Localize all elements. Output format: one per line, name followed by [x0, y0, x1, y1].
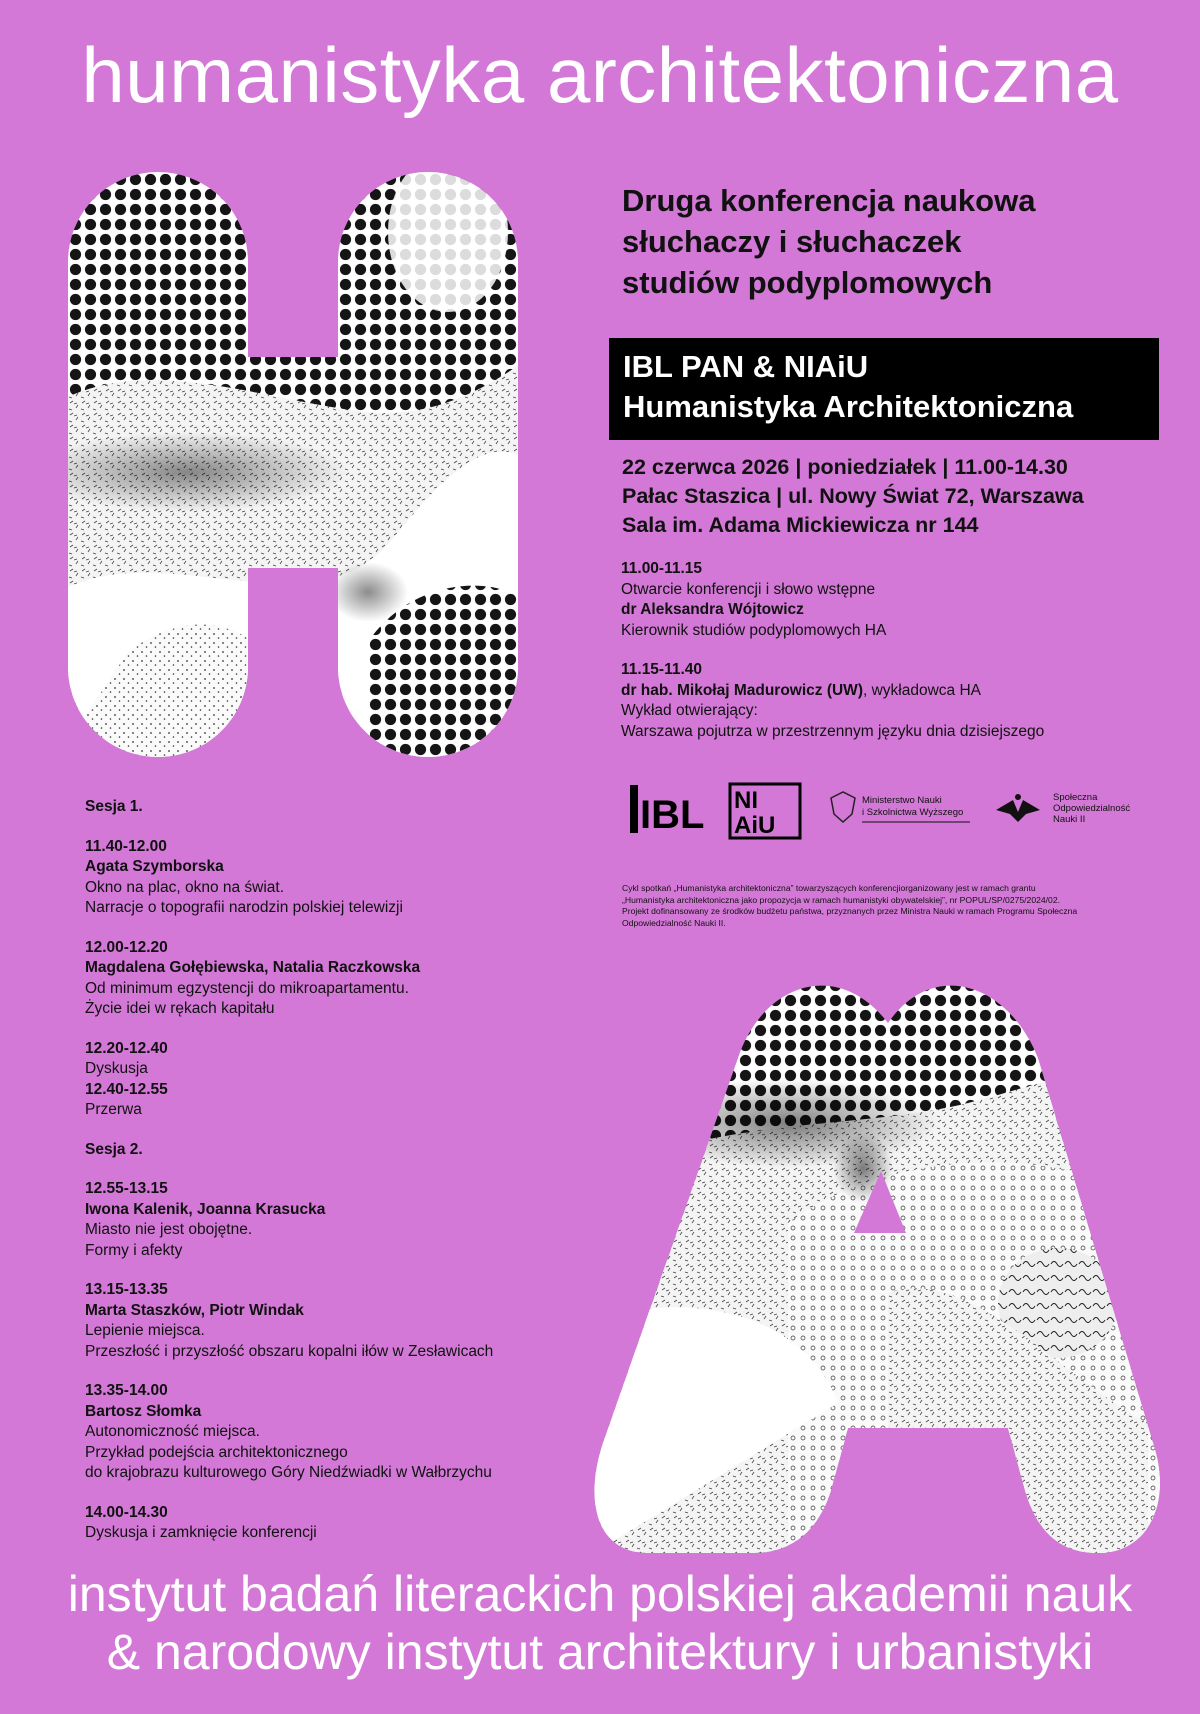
funding-note [622, 883, 1162, 929]
program-time: 11.15-11.40 [621, 661, 703, 678]
headline-line: słuchaczy i słuchaczek [622, 224, 962, 259]
niaiu-logo [730, 784, 800, 839]
program-text: Kierownik studiów podyplomowych HA [621, 621, 887, 639]
organizer-box [609, 338, 1159, 440]
event-info [622, 453, 1084, 540]
program-text: Otwarcie konferencji i słowo wstępne [621, 580, 876, 598]
headline-line: studiów podyplomowych [622, 265, 993, 300]
program-text: Przeszłość i przyszłość obszaru kopalni iłów w Zesławicach [85, 1342, 494, 1360]
program-speaker-role: , wykładowca HA [862, 681, 981, 699]
program-text: Okno na plac, okno na świat. [85, 878, 285, 896]
program-text: Od minimum egzystencji do mikroapartamentu. [85, 979, 409, 997]
ministry-name-1: Ministerstwo Nauki [862, 795, 942, 806]
program-text: Formy i afekty [85, 1241, 183, 1259]
event-room: Sala im. Adama Mickiewicza nr 144 [622, 513, 979, 537]
session-heading: Sesja 2. [85, 1140, 143, 1158]
program-time: 13.35-14.00 [85, 1382, 168, 1399]
niaiu-logo-bottom: AiU [734, 812, 776, 839]
niaiu-logo-top: NI [734, 787, 758, 814]
program-speaker-line [621, 681, 1044, 702]
program-opening [621, 559, 1044, 742]
funding-line: Cykl spotkań „Humanistyka architektoniczna” towarzyszących konferencjiorganizowany jest w ramach grantu [622, 883, 1036, 893]
program-time: 12.20-12.40 [85, 1039, 168, 1057]
program-text: Warszawa pojutrza w przestrzennym języku dnia dzisiejszego [621, 722, 1045, 740]
program-text: Miasto nie jest obojętne. [85, 1221, 253, 1238]
program-time: 12.40-12.55 [85, 1080, 168, 1098]
institutions-footer [0, 1565, 1200, 1681]
program-speaker: Iwona Kalenik, Joanna Krasucka [85, 1200, 326, 1218]
program-text: Dyskusja [85, 1060, 148, 1077]
poster-title: humanistyka architektoniczna [81, 31, 1119, 119]
spo-name-2: Odpowiedzialność [1053, 803, 1131, 814]
funding-line: Projekt dofinansowany ze środków budżetu państwa, przyznanych przez Ministra Nauki w ramach Programu Społeczna [622, 906, 1078, 916]
program-text: Wykład otwierający: [621, 702, 758, 719]
ministry-name-2: i Szkolnictwa Wyższego [862, 807, 964, 818]
program-speaker: Magdalena Gołębiewska, Natalia Raczkowska [85, 959, 421, 976]
event-venue: Pałac Staszica | ul. Nowy Świat 72, Warszawa [622, 484, 1084, 508]
program-time: 14.00-14.30 [85, 1503, 168, 1521]
organizer-line: Humanistyka Architektoniczna [623, 389, 1074, 424]
book-icon [996, 800, 1040, 822]
program-time: 12.00-12.20 [85, 938, 168, 956]
program-text: Autonomiczność miejsca. [85, 1423, 260, 1440]
program-text: Lepienie miejsca. [85, 1322, 205, 1339]
funding-line: „Humanistyka architektoniczna jako propozycja w ramach humanistyki obywatelskiej”, nr POPUL/SP/0275/2024/02. [622, 894, 1061, 905]
program-text: Życie idei w rękach kapitału [85, 1000, 275, 1017]
program-speaker: dr Aleksandra Wójtowicz [621, 601, 804, 618]
letter-a-graphic [588, 963, 1168, 1553]
program-speaker: Bartosz Słomka [85, 1402, 202, 1420]
letter-h-graphic [68, 172, 568, 757]
event-date: 22 czerwca 2026 | poniedziałek | 11.00-14.30 [622, 455, 1068, 479]
headline-line: Druga konferencja naukowa [622, 183, 1036, 218]
program-speaker: Marta Staszków, Piotr Windak [85, 1301, 304, 1319]
program-time: 11.00-11.15 [621, 560, 703, 577]
ibl-logo [630, 785, 704, 837]
program-text: Przykład podejścia architektonicznego [85, 1443, 348, 1461]
ministry-logo [831, 792, 970, 822]
program-time: 12.55-13.15 [85, 1180, 168, 1197]
conference-headline [622, 180, 1035, 303]
program-text: Dyskusja i zamknięcie konferencji [85, 1524, 317, 1541]
ibl-logo-text: IBL [640, 793, 705, 837]
funding-line: Odpowiedzialność Nauki II. [622, 917, 726, 928]
program-speaker: Agata Szymborska [85, 858, 224, 875]
program-sessions [85, 797, 493, 1544]
session-heading: Sesja 1. [85, 798, 143, 815]
eagle-icon [831, 792, 855, 822]
footer-line: instytut badań literackich polskiej akademii nauk [67, 1566, 1133, 1622]
program-text: Przerwa [85, 1101, 142, 1118]
spo-name-3: Nauki II [1053, 814, 1086, 825]
spo-name-1: Społeczna [1053, 792, 1098, 803]
logos-row [628, 780, 1168, 840]
program-speaker: dr hab. Mikołaj Madurowicz (UW) [621, 681, 863, 699]
spo-logo [996, 792, 1130, 825]
program-time: 11.40-12.00 [85, 837, 167, 855]
organizer-line: IBL PAN & NIAiU [623, 349, 869, 384]
program-time: 13.15-13.35 [85, 1281, 168, 1298]
program-text: do krajobrazu kulturowego Góry Niedźwiadki w Wałbrzychu [85, 1464, 492, 1481]
program-text: Narracje o topografii narodzin polskiej telewizji [85, 899, 403, 916]
footer-line: & narodowy instytut architektury i urbanistyki [106, 1624, 1094, 1680]
